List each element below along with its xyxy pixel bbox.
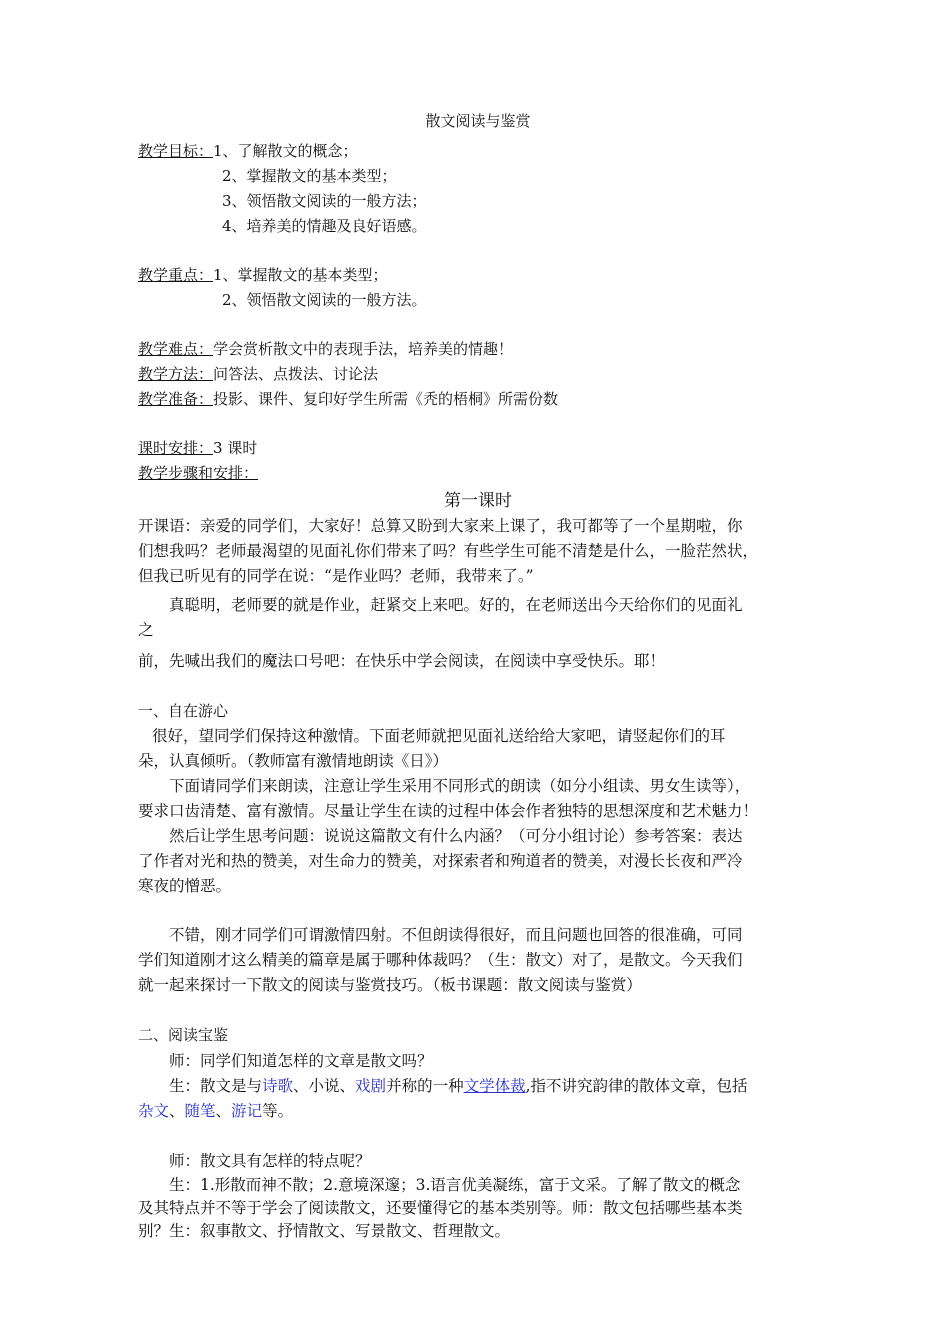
text-line: 寒夜的憎恶。 bbox=[138, 877, 232, 895]
document-body bbox=[138, 109, 818, 1243]
objectives-line-1 bbox=[138, 139, 818, 164]
preparation-line bbox=[138, 387, 818, 412]
key-point-item: 1、掌握散文的基本类型； bbox=[213, 266, 388, 284]
text-line: 不错，刚才同学们可谓激情四射。不但朗读得很好，而且问题也回答的很准确，可同 bbox=[169, 926, 743, 944]
text-line bbox=[138, 1099, 818, 1124]
text-line: 别？生：叙事散文、抒情散文、写景散文、哲理散文。 bbox=[138, 1222, 511, 1240]
separator: 、 bbox=[169, 1102, 185, 1120]
text-line: 们想我吗？老师最渴望的见面礼你们带来了吗？有些学生可能不清楚是什么，一脸茫然状， bbox=[138, 542, 759, 560]
page-title: 散文阅读与鉴赏 bbox=[425, 112, 531, 130]
text-line: 下面请同学们来朗读，注意让学生采用不同形式的朗读（如分小组读、男女生读等）， bbox=[169, 777, 751, 795]
preparation-text: 投影、课件、复印好学生所需《秃的梧桐》所需份数 bbox=[213, 390, 559, 408]
steps-label: 教学步骤和安排： bbox=[138, 464, 259, 482]
intro-paragraph bbox=[138, 514, 818, 589]
key-points-label: 教学重点： bbox=[138, 266, 214, 284]
answer-text: 生：散文是与 bbox=[169, 1077, 263, 1095]
text-line: 朵，认真倾听。（教师富有激情地朗读《日》） bbox=[138, 752, 449, 770]
answer-text: ,指不讲究韵律的散体文章，包括 bbox=[525, 1077, 748, 1095]
text-line: 但我已听见有的同学在说：“是作业吗？老师，我带来了。” bbox=[138, 567, 534, 585]
answer-text: 等。 bbox=[262, 1102, 294, 1120]
section1-paragraph-3 bbox=[138, 824, 818, 899]
text-line: 要求口齿清楚、富有激情。尽量让学生在读的过程中体会作者独特的思想深度和艺术魅力！ bbox=[138, 802, 759, 820]
methods-text: 问答法、点拨法、讨论法 bbox=[213, 365, 379, 383]
schedule-line bbox=[138, 436, 818, 461]
student-answer-2 bbox=[138, 1174, 818, 1243]
difficulty-label: 教学难点： bbox=[138, 340, 214, 358]
key-point-item: 2、领悟散文阅读的一般方法。 bbox=[222, 291, 427, 309]
text-line bbox=[138, 1074, 818, 1099]
steps-line bbox=[138, 461, 818, 486]
preparation-label: 教学准备： bbox=[138, 390, 214, 408]
intro-paragraph-2 bbox=[138, 593, 818, 643]
link-poetry[interactable]: 诗歌 bbox=[262, 1077, 294, 1095]
link-drama[interactable]: 戏剧 bbox=[355, 1077, 387, 1095]
text-line: 很好，望同学们保持这种激情。下面老师就把见面礼送给给大家吧，请竖起你们的耳 bbox=[151, 727, 726, 745]
link-jotting[interactable]: 随笔 bbox=[184, 1102, 216, 1120]
text-line: 真聪明，老师要的就是作业，赶紧交上来吧。好的，在老师送出今天给你们的见面礼 bbox=[169, 596, 743, 614]
link-travelogue[interactable]: 游记 bbox=[231, 1102, 263, 1120]
key-points-line-1 bbox=[138, 263, 818, 288]
text-line: 学们知道刚才这么精美的篇章是属于哪种体裁吗？（生：散文）对了，是散文。今天我们 bbox=[138, 951, 743, 969]
text-line: 生：1.形散而神不散；2.意境深邃；3.语言优美凝练，富于文采。了解了散文的概念 bbox=[169, 1176, 741, 1194]
section1-paragraph-1 bbox=[138, 724, 818, 774]
link-essay[interactable]: 杂文 bbox=[138, 1102, 170, 1120]
difficulty-line bbox=[138, 337, 818, 362]
answer-text: 并称的一种 bbox=[386, 1077, 464, 1095]
text-line: 之 bbox=[138, 621, 154, 639]
section-heading: 一、自在游心 bbox=[138, 702, 229, 720]
difficulty-text: 学会赏析散文中的表现手法，培养美的情趣！ bbox=[213, 340, 514, 358]
schedule-label: 课时安排： bbox=[138, 439, 214, 457]
section-heading: 二、阅读宝鉴 bbox=[138, 1026, 229, 1044]
objectives-label: 教学目标： bbox=[138, 142, 214, 160]
objective-item: 1、了解散文的概念； bbox=[213, 142, 358, 160]
text-line: 开课语：亲爱的同学们，大家好！总算又盼到大家来上课了，我可都等了一个星期啦，你 bbox=[138, 517, 743, 535]
text-line: 了作者对光和热的赞美，对生命力的赞美，对探索者和殉道者的赞美，对漫长长夜和严冷 bbox=[138, 852, 743, 870]
answer-text: 、小说、 bbox=[293, 1077, 356, 1095]
link-literary-genre[interactable]: 文学体裁 bbox=[463, 1077, 526, 1095]
intro-paragraph-3 bbox=[138, 649, 818, 674]
text-line: 及其特点并不等于学会了阅读散文，还要懂得它的基本类别等。师：散文包括哪些基本类 bbox=[138, 1199, 743, 1217]
objective-item: 3、领悟散文阅读的一般方法； bbox=[222, 192, 427, 210]
separator: 、 bbox=[215, 1102, 232, 1120]
lesson-title: 第一课时 bbox=[444, 491, 512, 511]
teacher-question: 师：散文具有怎样的特点呢？ bbox=[169, 1152, 371, 1170]
methods-label: 教学方法： bbox=[138, 365, 214, 383]
schedule-text: 3 课时 bbox=[213, 439, 258, 457]
section1-paragraph-2 bbox=[138, 774, 818, 824]
objective-item: 2、掌握散文的基本类型； bbox=[222, 167, 397, 185]
methods-line bbox=[138, 362, 818, 387]
section1-paragraph-4 bbox=[138, 923, 818, 998]
teacher-question: 师：同学们知道怎样的文章是散文吗？ bbox=[169, 1052, 433, 1070]
text-line: 然后让学生思考问题：说说这篇散文有什么内涵？（可分小组讨论）参考答案：表达 bbox=[169, 827, 743, 845]
objective-item: 4、培养美的情趣及良好语感。 bbox=[222, 217, 427, 235]
text-line: 前，先喊出我们的魔法口号吧：在快乐中学会阅读，在阅读中享受快乐。耶！ bbox=[138, 652, 666, 670]
text-line: 就一起来探讨一下散文的阅读与鉴赏技巧。（板书课题：散文阅读与鉴赏） bbox=[138, 976, 642, 994]
student-answer-1 bbox=[138, 1074, 818, 1124]
